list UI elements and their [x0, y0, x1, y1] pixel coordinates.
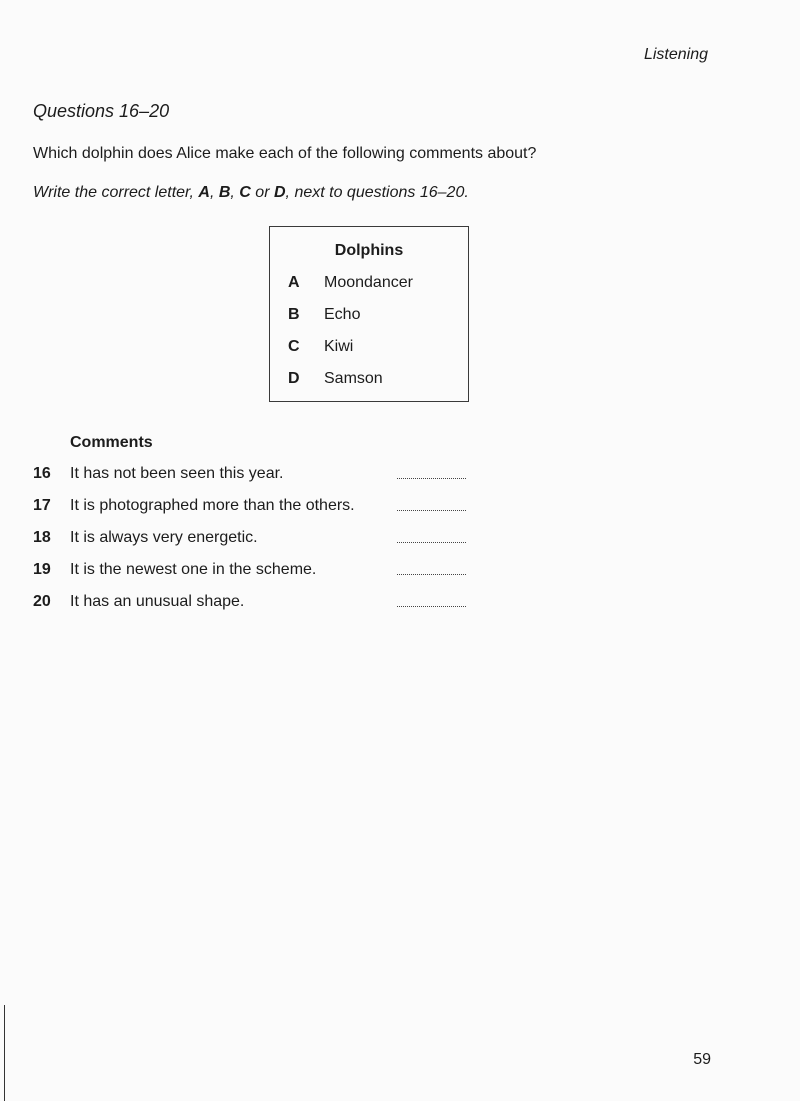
option-letter: A	[288, 274, 300, 291]
comment-row-20	[33, 593, 473, 615]
directive-letter-c: C	[239, 184, 251, 201]
options-heading: Dolphins	[334, 242, 404, 259]
option-row-c	[288, 338, 353, 356]
option-row-a	[288, 274, 413, 292]
dolphins-options-box	[269, 226, 469, 402]
option-letter: B	[288, 306, 300, 323]
question-number: 20	[33, 593, 51, 610]
directive-letter-b: B	[218, 184, 231, 201]
option-name: Samson	[324, 370, 383, 387]
question-number: 18	[33, 529, 51, 546]
comment-text: It has not been seen this year.	[70, 465, 284, 482]
directive-prefix: Write the correct letter,	[33, 184, 199, 201]
directive-letter-d: D	[273, 184, 286, 201]
comment-row-17	[33, 497, 473, 519]
page-number: 59	[693, 1051, 711, 1068]
answer-blank[interactable]	[397, 574, 466, 575]
directive-suffix: , next to questions 16–20.	[285, 184, 469, 201]
comment-row-16	[33, 465, 473, 487]
directive-or: or	[250, 184, 274, 201]
question-number: 17	[33, 497, 51, 514]
comment-text: It is always very energetic.	[70, 529, 258, 546]
question-number: 19	[33, 561, 51, 578]
questions-title: Questions 16–20	[33, 101, 170, 121]
questions-instruction: Which dolphin does Alice make each of the following comments about?	[33, 145, 537, 162]
directive-letter-a: A	[198, 184, 210, 201]
comment-text: It is the newest one in the scheme.	[70, 561, 317, 578]
directive-sep: ,	[230, 184, 240, 201]
comments-heading: Comments	[70, 434, 153, 451]
answer-blank[interactable]	[397, 510, 466, 511]
option-name: Echo	[324, 306, 361, 323]
option-name: Moondancer	[324, 274, 413, 291]
option-letter: C	[288, 338, 300, 355]
option-row-d	[288, 370, 383, 388]
directive-sep: ,	[209, 184, 219, 201]
section-label: Listening	[643, 46, 708, 63]
option-row-b	[288, 306, 360, 324]
option-letter: D	[288, 370, 300, 387]
option-name: Kiwi	[324, 338, 354, 355]
comment-row-18	[33, 529, 473, 551]
page-binding-edge	[4, 1005, 5, 1101]
question-number: 16	[33, 465, 51, 482]
comment-text: It has an unusual shape.	[70, 593, 245, 610]
answer-blank[interactable]	[397, 542, 466, 543]
comment-row-19	[33, 561, 473, 583]
answer-blank[interactable]	[397, 606, 466, 607]
comment-text: It is photographed more than the others.	[70, 497, 355, 514]
questions-directive	[33, 184, 469, 202]
answer-blank[interactable]	[397, 478, 466, 479]
